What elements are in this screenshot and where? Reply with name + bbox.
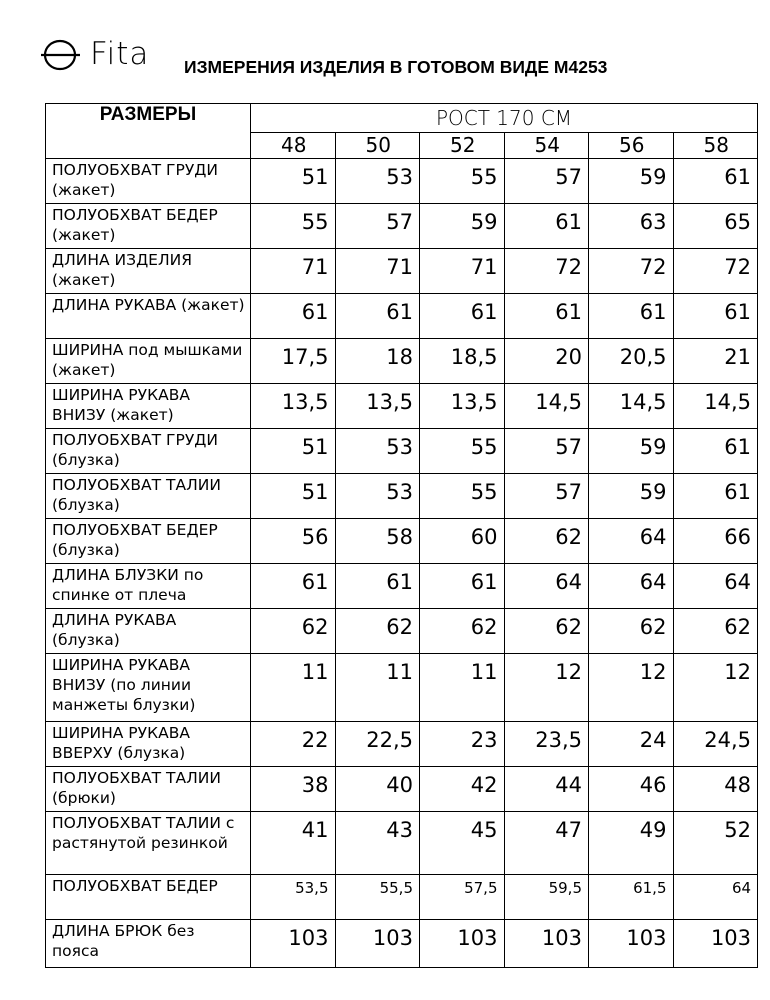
measurement-value: 11	[251, 654, 336, 722]
measurement-value: 57	[504, 159, 589, 204]
measurement-value: 24,5	[673, 722, 758, 767]
measurement-value: 103	[335, 920, 420, 968]
measurement-value: 14,5	[589, 384, 674, 429]
measurement-label: ПОЛУОБХВАТ ТАЛИИ (брюки)	[46, 767, 251, 812]
measurement-value: 23,5	[504, 722, 589, 767]
brand-logo	[40, 36, 170, 72]
measurement-value: 72	[589, 249, 674, 294]
measurement-value: 62	[335, 609, 420, 654]
measurement-value: 61	[335, 564, 420, 609]
measurement-value: 65	[673, 204, 758, 249]
measurement-value: 42	[420, 767, 505, 812]
measurement-value: 20	[504, 339, 589, 384]
measurement-label: ПОЛУОБХВАТ БЕДЕР (блузка)	[46, 519, 251, 564]
measurement-label: ПОЛУОБХВАТ БЕДЕР (жакет)	[46, 204, 251, 249]
measurement-value: 103	[589, 920, 674, 968]
measurement-value: 20,5	[589, 339, 674, 384]
measurement-label: ДЛИНА РУКАВА (жакет)	[46, 294, 251, 339]
table-row	[46, 812, 758, 875]
measurement-value: 62	[251, 609, 336, 654]
measurement-value: 13,5	[420, 384, 505, 429]
measurement-value: 51	[251, 474, 336, 519]
brand-logo-text: Fita	[90, 36, 150, 72]
measurement-value: 55	[420, 429, 505, 474]
measurement-value: 103	[504, 920, 589, 968]
measurement-label: ДЛИНА БРЮК без пояса	[46, 920, 251, 968]
measurement-label: ДЛИНА РУКАВА (блузка)	[46, 609, 251, 654]
size-header-52: 52	[420, 133, 505, 159]
document-title: ИЗМЕРЕНИЯ ИЗДЕЛИЯ В ГОТОВОМ ВИДЕ М4253	[184, 57, 608, 77]
measurement-value: 58	[335, 519, 420, 564]
table-row	[46, 875, 758, 920]
measurement-value: 21	[673, 339, 758, 384]
measurement-value: 59	[420, 204, 505, 249]
measurement-value: 53	[335, 474, 420, 519]
measurement-value: 55,5	[335, 875, 420, 920]
measurement-value: 52	[673, 812, 758, 875]
measurement-value: 45	[420, 812, 505, 875]
measurement-value: 61	[673, 429, 758, 474]
measurement-value: 103	[673, 920, 758, 968]
measurement-value: 49	[589, 812, 674, 875]
table-row	[46, 564, 758, 609]
measurement-value: 12	[589, 654, 674, 722]
measurement-value: 17,5	[251, 339, 336, 384]
measurement-value: 57	[335, 204, 420, 249]
measurement-label: ШИРИНА под мышками (жакет)	[46, 339, 251, 384]
measurement-value: 61	[504, 204, 589, 249]
measurement-value: 46	[589, 767, 674, 812]
measurement-value: 64	[504, 564, 589, 609]
measurement-value: 56	[251, 519, 336, 564]
measurement-value: 61	[251, 294, 336, 339]
measurement-value: 12	[673, 654, 758, 722]
page-header	[0, 0, 770, 100]
measurement-value: 64	[673, 875, 758, 920]
measurement-value: 63	[589, 204, 674, 249]
sizes-header: РАЗМЕРЫ	[46, 104, 251, 159]
measurement-value: 61	[335, 294, 420, 339]
size-header-54: 54	[504, 133, 589, 159]
table-row	[46, 767, 758, 812]
measurement-value: 51	[251, 159, 336, 204]
table-row	[46, 159, 758, 204]
measurement-label: ШИРИНА РУКАВА ВНИЗУ (жакет)	[46, 384, 251, 429]
measurement-label: ДЛИНА ИЗДЕЛИЯ (жакет)	[46, 249, 251, 294]
fita-logo-icon	[40, 36, 84, 72]
measurement-value: 59,5	[504, 875, 589, 920]
measurement-value: 72	[504, 249, 589, 294]
table-row	[46, 294, 758, 339]
measurement-value: 57	[504, 429, 589, 474]
measurement-value: 22,5	[335, 722, 420, 767]
measurement-value: 61	[673, 159, 758, 204]
measurement-value: 47	[504, 812, 589, 875]
measurement-value: 72	[673, 249, 758, 294]
table-body	[46, 159, 758, 968]
measurement-value: 38	[251, 767, 336, 812]
measurement-value: 61	[673, 294, 758, 339]
measurement-value: 62	[673, 609, 758, 654]
table-row	[46, 920, 758, 968]
measurement-label: ШИРИНА РУКАВА ВНИЗУ (по линии манжеты блузки)	[46, 654, 251, 722]
measurement-value: 23	[420, 722, 505, 767]
measurement-value: 11	[335, 654, 420, 722]
measurement-value: 24	[589, 722, 674, 767]
measurement-value: 44	[504, 767, 589, 812]
table-row	[46, 249, 758, 294]
measurement-value: 14,5	[673, 384, 758, 429]
table-row	[46, 339, 758, 384]
measurement-value: 43	[335, 812, 420, 875]
measurement-value: 61	[504, 294, 589, 339]
measurement-value: 57	[504, 474, 589, 519]
measurement-value: 53	[335, 429, 420, 474]
measurement-value: 71	[335, 249, 420, 294]
measurement-value: 71	[420, 249, 505, 294]
size-header-50: 50	[335, 133, 420, 159]
size-header-58: 58	[673, 133, 758, 159]
table-row	[46, 474, 758, 519]
measurement-value: 18	[335, 339, 420, 384]
measurement-value: 62	[504, 519, 589, 564]
measurement-value: 59	[589, 474, 674, 519]
table-row	[46, 429, 758, 474]
table-row	[46, 722, 758, 767]
measurement-value: 71	[251, 249, 336, 294]
measurement-value: 53	[335, 159, 420, 204]
table-row	[46, 654, 758, 722]
measurement-label: ПОЛУОБХВАТ ТАЛИИ (блузка)	[46, 474, 251, 519]
measurement-value: 13,5	[335, 384, 420, 429]
measurement-value: 62	[589, 609, 674, 654]
measurement-value: 12	[504, 654, 589, 722]
measurement-value: 13,5	[251, 384, 336, 429]
measurement-value: 55	[420, 474, 505, 519]
size-header-56: 56	[589, 133, 674, 159]
table-row	[46, 519, 758, 564]
measurement-label: ДЛИНА БЛУЗКИ по спинке от плеча	[46, 564, 251, 609]
measurement-value: 61	[673, 474, 758, 519]
measurement-value: 40	[335, 767, 420, 812]
measurement-value: 103	[420, 920, 505, 968]
measurement-value: 48	[673, 767, 758, 812]
size-chart-table	[45, 103, 758, 968]
measurement-value: 55	[251, 204, 336, 249]
measurement-value: 59	[589, 159, 674, 204]
measurement-label: ПОЛУОБХВАТ БЕДЕР	[46, 875, 251, 920]
height-header: РОСТ 170 СМ	[251, 104, 758, 133]
measurement-value: 61,5	[589, 875, 674, 920]
measurement-value: 66	[673, 519, 758, 564]
measurement-label: ПОЛУОБХВАТ ТАЛИИ с растянутой резинкой	[46, 812, 251, 875]
measurement-value: 61	[420, 564, 505, 609]
measurement-value: 18,5	[420, 339, 505, 384]
size-header-48: 48	[251, 133, 336, 159]
measurement-value: 64	[589, 519, 674, 564]
measurement-value: 22	[251, 722, 336, 767]
measurement-value: 60	[420, 519, 505, 564]
measurement-value: 51	[251, 429, 336, 474]
measurement-value: 103	[251, 920, 336, 968]
measurement-value: 61	[589, 294, 674, 339]
measurement-value: 11	[420, 654, 505, 722]
table-row	[46, 204, 758, 249]
measurement-value: 55	[420, 159, 505, 204]
measurement-value: 62	[504, 609, 589, 654]
measurement-value: 57,5	[420, 875, 505, 920]
header-row-height	[46, 104, 758, 133]
measurement-value: 59	[589, 429, 674, 474]
measurement-label: ШИРИНА РУКАВА ВВЕРХУ (блузка)	[46, 722, 251, 767]
measurement-label: ПОЛУОБХВАТ ГРУДИ (жакет)	[46, 159, 251, 204]
table-row	[46, 384, 758, 429]
table-row	[46, 609, 758, 654]
measurement-value: 61	[251, 564, 336, 609]
measurement-value: 64	[673, 564, 758, 609]
measurement-value: 53,5	[251, 875, 336, 920]
measurement-value: 41	[251, 812, 336, 875]
measurement-value: 61	[420, 294, 505, 339]
measurement-label: ПОЛУОБХВАТ ГРУДИ (блузка)	[46, 429, 251, 474]
measurement-value: 64	[589, 564, 674, 609]
measurement-value: 62	[420, 609, 505, 654]
measurement-value: 14,5	[504, 384, 589, 429]
